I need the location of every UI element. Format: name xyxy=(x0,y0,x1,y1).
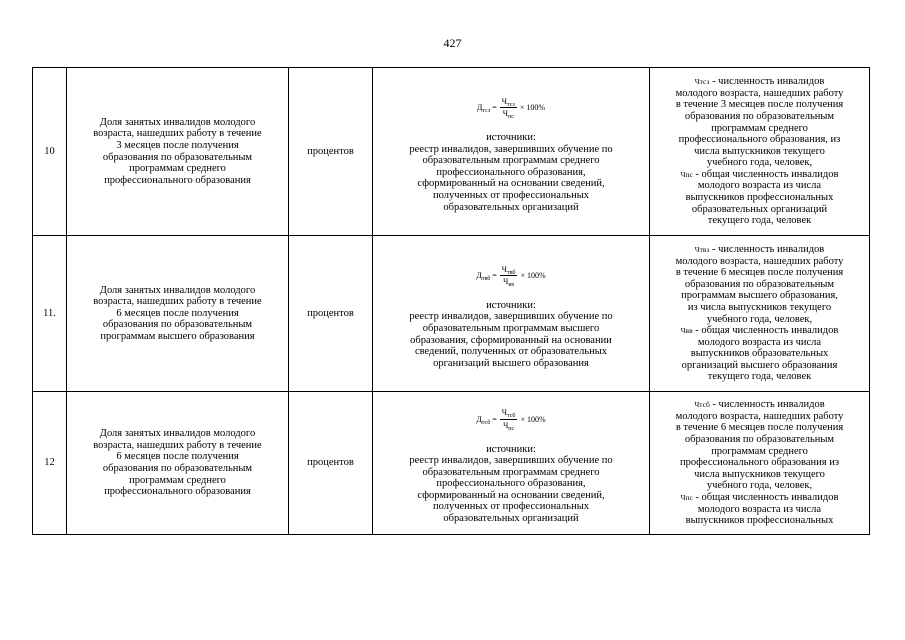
table-row xyxy=(33,392,870,535)
indicator-name: Доля занятых инвалидов молодого возраста, нашедших работу в течение 6 месяцев после получения образования по образовательным программам высшего образования xyxy=(67,236,289,392)
method-cell: $Д_{тсб}$ = $\frac{Ч_{тсб}}{Ч_{пс}}$ × 100% источники: реестр инвалидов, завершивших обучение по образовательным программам среднего профессионального образования, сформированный на основании сведений, полученных от профессиональных образовательных организаций xyxy=(373,392,650,535)
page-number: 427 xyxy=(443,36,462,50)
unit-cell: процентов xyxy=(289,392,373,535)
formula: $Д_{твб}$ = $\frac{Ч_{твб}}{Ч_{вв}}$ × 100% xyxy=(476,264,546,289)
formula: $Д_{тсб}$ = $\frac{Ч_{тсб}}{Ч_{пс}}$ × 100% xyxy=(476,408,546,432)
table-row xyxy=(33,68,870,236)
indicator-name: Доля занятых инвалидов молодого возраста, нашедших работу в течение 6 месяцев после получения образования по образовательным программам среднего профессионального образования xyxy=(67,392,289,535)
row-number: 12 xyxy=(33,392,67,535)
row-number: 11. xyxy=(33,236,67,392)
formula: $Д_{тсз}$ = $\frac{Ч_{тсз}}{Ч_{пс}}$ × 100% xyxy=(476,96,546,121)
row-number: 10 xyxy=(33,68,67,236)
definitions-cell: Чтвз - численность инвалидов молодого возраста, нашедших работу в течение 6 месяцев после получения образования по образовательным программам высшего образования, из числа выпускников текущего учебного года, человек, Чвв - общая численность инвалидов молодого возраста из числа выпускников образовательных организаций высшего образования текущего года, человек xyxy=(650,236,870,392)
table-row xyxy=(33,236,870,392)
definitions-cell: Чтсб - численность инвалидов молодого возраста, нашедших работу в течение 6 месяцев после получения образования по образовательным программам среднего профессионального образования из числа выпускников текущего учебного года, человек, Чпс - общая численность инвалидов молодого возраста из числа выпускников профессиональных xyxy=(650,392,870,535)
method-cell: $Д_{тсз}$ = $\frac{Ч_{тсз}}{Ч_{пс}}$ × 100% источники: реестр инвалидов, завершивших обучение по образовательным программам среднего профессионального образования, сформированный на основании сведений, полученных от профессиональных образовательных организаций xyxy=(373,68,650,236)
indicator-table xyxy=(32,67,870,535)
definitions-cell: Чтсз - численность инвалидов молодого возраста, нашедших работу в течение 3 месяцев после получения образования по образовательным программам среднего профессионального образования, из числа выпускников текущего учебного года, человек, Чпс - общая численность инвалидов молодого возраста из числа выпускников профессиональных образовательных организаций текущего года, человек xyxy=(650,68,870,236)
unit-cell: процентов xyxy=(289,236,373,392)
unit-cell: процентов xyxy=(289,68,373,236)
indicator-name: Доля занятых инвалидов молодого возраста, нашедших работу в течение 3 месяцев после получения образования по образовательным программам среднего профессионального образования xyxy=(67,68,289,236)
method-cell: $Д_{твб}$ = $\frac{Ч_{твб}}{Ч_{вв}}$ × 100% источники: реестр инвалидов, завершивших обучение по образовательным программам высшего образования, сформированный на основании сведений, полученных от образовательных организаций высшего образования xyxy=(373,236,650,392)
